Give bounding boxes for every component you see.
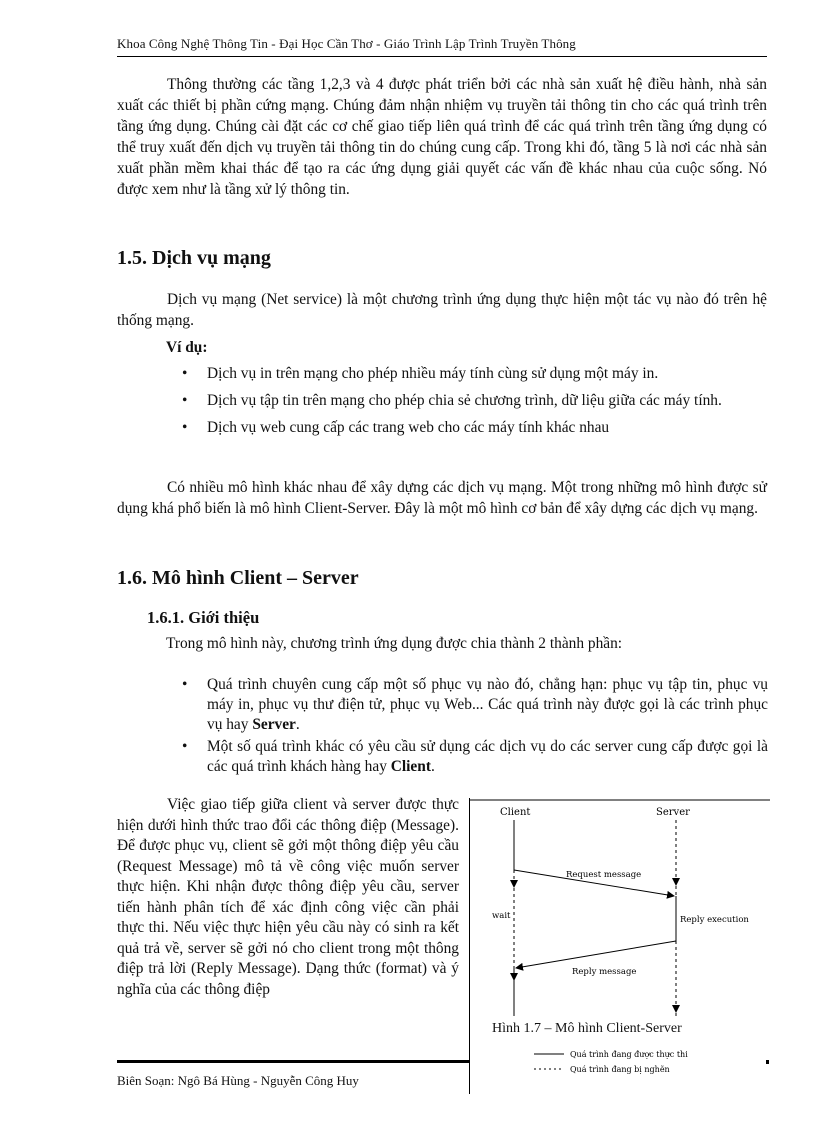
- section-1-6-1-heading: 1.6.1. Giới thiệu: [147, 608, 260, 627]
- bullet-icon: •: [182, 392, 188, 409]
- list-item: • Dịch vụ tập tin trên mạng cho phép chia sẻ chương trình, dữ liệu giữa các máy tính.: [182, 392, 722, 409]
- section-1-5-closing: Có nhiều mô hình khác nhau để xây dựng các dịch vụ mạng. Một trong những mô hình được sử dụng khá phổ biến là mô hình Client-Server. Đây là một mô hình cơ bản để xây dựng các dịch vụ mạng.: [117, 479, 767, 517]
- list-item: • Quá trình chuyên cung cấp một số phục vụ nào đó, chẳng hạn: phục vụ tập tin, phục vụ máy in, phục vụ thư điện tử, phục vụ Web... Các quá trình này được gọi là các trình phục vụ hay Server.: [182, 676, 768, 733]
- message-exchange-paragraph: Việc giao tiếp giữa client và server được thực hiện dưới hình thức trao đổi các thông điệp (Message). Để được phục vụ, client sẽ gởi một thông điệp yêu cầu (Request Message) mô tả về công việc muốn server thực hiện. Khi nhận được thông điệp yêu cầu, server tiến hành phân tích để xác định công việc cần phải thực thi. Nếu việc thực hiện yêu cầu này có sinh ra kết quả trả về, server sẽ gởi nó cho client trong một thông điệp trả lời (Reply Message). Dạng thức (format) và ý nghĩa của các thông điệp: [117, 796, 459, 998]
- server-end-arrow-icon: [672, 1005, 680, 1013]
- bullet-icon: •: [182, 676, 188, 693]
- page-footer: Biên Soạn: Ngô Bá Hùng - Nguyễn Công Huy: [117, 1073, 359, 1088]
- reply-execution-label: Reply execution: [680, 915, 749, 925]
- intro-paragraph: Thông thường các tầng 1,2,3 và 4 được phát triển bởi các nhà sản xuất hệ điều hành, nhà sản xuất các thiết bị phần cứng mạng. Chúng đảm nhận nhiệm vụ truyền tải thông tin cho các quá trình trên tầng ứng dụng. Chúng cài đặt các cơ chế giao tiếp liên quá trình để các quá trình trên tầng ứng dụng có thể truy xuất đến dịch vụ truyền tải thông tin do chúng cung cấp. Trong khi đó, tầng 5 là nơi các nhà sản xuất phần mềm khai thác để tạo ra các ứng dụng giải quyết các vấn đề khác nhau của cuộc sống. Nó được xem như là tầng xử lý thông tin.: [117, 76, 767, 198]
- section-1-5-paragraph: Dịch vụ mạng (Net service) là một chương trình ứng dụng thực hiện một tác vụ nào đó trên hệ thống mạng.: [117, 291, 767, 329]
- bullet-icon: •: [182, 738, 188, 755]
- figure-caption: Hình 1.7 – Mô hình Client-Server: [492, 1021, 682, 1036]
- example-label: Ví dụ:: [166, 339, 208, 356]
- page-header: Khoa Công Nghệ Thông Tin - Đại Học Cần Thơ - Giáo Trình Lập Trình Truyền Thông: [117, 36, 576, 51]
- client-server-list: [166, 675, 768, 777]
- client-resume-arrow-icon: [510, 973, 518, 981]
- server-wait-arrow-icon: [672, 878, 680, 886]
- wait-label: wait: [492, 911, 511, 921]
- bullet-icon: •: [182, 419, 188, 436]
- request-label: Request message: [566, 870, 642, 880]
- list-item: • Dịch vụ in trên mạng cho phép nhiều máy tính cùng sử dụng một máy in.: [182, 365, 659, 382]
- header-rule: [117, 56, 767, 57]
- server-label: Server: [656, 807, 690, 818]
- footer-rule: [117, 1060, 469, 1063]
- client-server-diagram: [470, 798, 770, 1018]
- client-label: Client: [500, 807, 531, 818]
- list-item: • Một số quá trình khác có yêu cầu sử dụng các dịch vụ do các server cung cấp được gọi là các quá trình khách hàng hay Client.: [182, 738, 768, 775]
- section-1-5-heading: 1.5. Dịch vụ mạng: [117, 247, 271, 269]
- wait-arrow-icon: [510, 880, 518, 888]
- client-term: Client: [390, 758, 431, 775]
- page-mark: [766, 1060, 769, 1064]
- reply-arrow: [516, 941, 676, 968]
- legend-solid-label: Quá trình đang được thực thi: [570, 1050, 688, 1059]
- list-item: • Dịch vụ web cung cấp các trang web cho các máy tính khác nhau: [182, 419, 610, 436]
- legend-dotted-label: Quá trình đang bị nghẽn: [570, 1065, 670, 1074]
- section-1-6-heading: 1.6. Mô hình Client – Server: [117, 567, 359, 589]
- section-1-6-intro: Trong mô hình này, chương trình ứng dụng được chia thành 2 thành phần:: [166, 635, 623, 652]
- figure-legend: [532, 1044, 772, 1084]
- service-examples-list: [166, 364, 768, 438]
- server-term: Server: [252, 716, 296, 733]
- reply-label: Reply message: [572, 967, 637, 977]
- bullet-icon: •: [182, 365, 188, 382]
